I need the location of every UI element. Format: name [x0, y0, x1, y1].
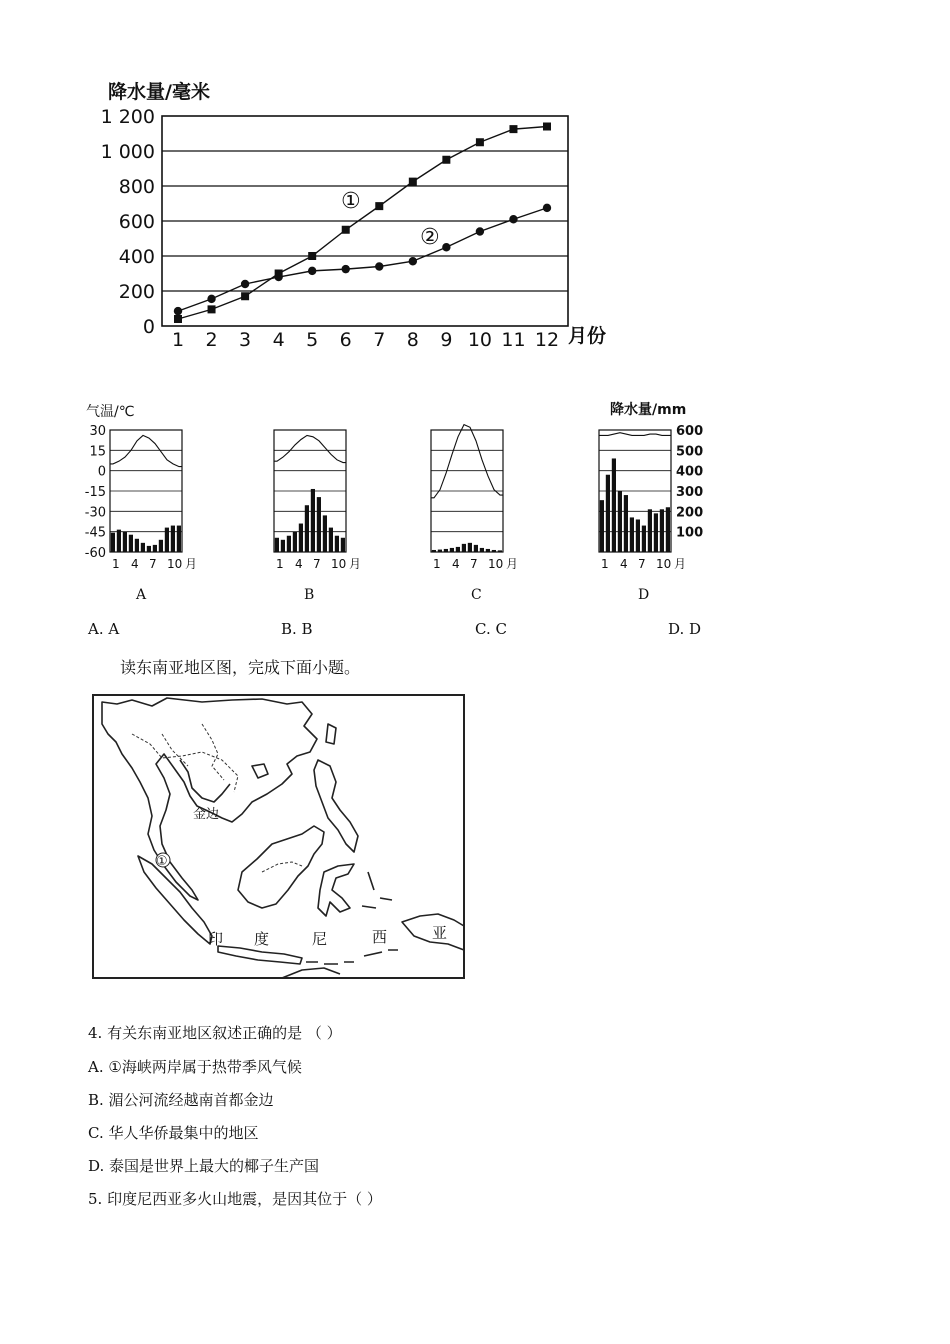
precip-tick: 600 [676, 424, 704, 439]
precip-bar [486, 549, 490, 552]
chart1-ytick: 800 [118, 176, 155, 198]
month-tick: 4 [452, 557, 460, 571]
month-tick: 1 [276, 557, 284, 571]
precip-bar [492, 550, 496, 552]
series-2-point [509, 215, 517, 223]
precip-bar [281, 540, 285, 552]
series-2-point [174, 307, 182, 315]
precip-bar [666, 507, 670, 552]
precip-bar [498, 550, 502, 552]
precip-bar [317, 497, 321, 552]
series-2-line [178, 208, 547, 311]
precip-bar [624, 495, 628, 552]
precip-bar [456, 547, 460, 552]
label-jinbian: 金边 [193, 807, 220, 822]
precip-bar [648, 509, 652, 552]
precip-bar [438, 550, 442, 552]
option-d[interactable]: D. D [668, 620, 702, 638]
temp-curve [110, 435, 182, 466]
series-1-line [178, 127, 547, 320]
caption-d: D [638, 587, 650, 603]
precip-bar [117, 530, 121, 552]
climate-panel-a [110, 430, 197, 571]
temp-tick: -30 [84, 505, 106, 521]
climate-panel-c [431, 425, 518, 571]
month-tick: 月 [185, 557, 198, 571]
series-1-point [208, 305, 216, 313]
precip-bar [600, 500, 604, 552]
label-ya: 亚 [432, 924, 448, 942]
question-4-option-a[interactable]: A. ①海峡两岸属于热带季风气候 [88, 1058, 302, 1076]
month-tick: 7 [149, 557, 157, 571]
precip-bar [311, 489, 315, 552]
chart1-xtick: 8 [406, 329, 419, 351]
question-4-option-c[interactable]: C. 华人华侨最集中的地区 [88, 1124, 259, 1142]
temp-curve [599, 433, 671, 436]
chart1-ytick: 0 [142, 316, 155, 338]
series1-label: ① [341, 189, 361, 214]
series-1-point [174, 315, 182, 323]
precip-bar [636, 519, 640, 552]
precip-bar [147, 546, 151, 552]
precip-bar [287, 536, 291, 552]
caption-b: B [304, 587, 315, 603]
temp-curve [431, 425, 503, 498]
precip-bar [141, 543, 145, 552]
precip-bar [660, 509, 664, 552]
precip-bar [612, 458, 616, 552]
label-xi: 西 [372, 928, 388, 946]
series-2-point [375, 262, 383, 270]
chart1-xtick: 9 [440, 329, 453, 351]
chart1-xtick: 12 [534, 329, 560, 351]
caption-a: A [136, 587, 147, 603]
climate-charts [0, 390, 950, 580]
series-2-point [543, 204, 551, 212]
temp-tick: 0 [97, 464, 106, 480]
precip-bar [111, 533, 115, 552]
month-tick: 10 [167, 557, 183, 571]
chart1-xtick: 4 [272, 329, 285, 351]
temp-tick: -60 [84, 546, 106, 561]
chart1-ytick: 200 [118, 281, 155, 303]
series-2-point [207, 295, 215, 303]
series2-label: ② [420, 225, 440, 250]
month-tick: 月 [349, 557, 362, 571]
month-tick: 10 [488, 557, 504, 571]
chart1-xtick: 1 [171, 329, 185, 351]
precip-bar [606, 475, 610, 552]
option-a[interactable]: A. A [88, 620, 120, 638]
month-tick: 月 [674, 557, 687, 571]
option-b[interactable]: B. B [281, 620, 313, 638]
month-tick: 4 [295, 557, 303, 571]
series-2-point [442, 243, 450, 251]
chart1-ytick: 1 200 [100, 106, 155, 128]
series-1-point [375, 202, 383, 210]
precip-bar [159, 540, 163, 552]
precip-bar [618, 491, 622, 552]
month-tick: 1 [112, 557, 120, 571]
precip-bar [654, 513, 658, 552]
precip-bar [642, 526, 646, 552]
precip-bar [153, 545, 157, 552]
temp-tick: 15 [89, 444, 106, 460]
series-2-point [274, 273, 282, 281]
chart1-xtick: 2 [205, 329, 218, 351]
precip-bar [462, 544, 466, 552]
month-tick: 10 [656, 557, 672, 571]
precip-bar [329, 528, 333, 552]
map-intro: 读东南亚地区图，完成下面小题。 [120, 658, 361, 677]
chart1-xlabel: 月份 [568, 325, 607, 347]
month-tick: 7 [638, 557, 646, 571]
series-2-point [308, 267, 316, 275]
precip-tick: 100 [676, 525, 704, 541]
precip-bar [474, 545, 478, 552]
chart1-ytick: 1 000 [100, 141, 155, 163]
month-tick: 1 [433, 557, 441, 571]
question-4: 4. 有关东南亚地区叙述正确的是 （ ） [88, 1024, 342, 1042]
series-1-point [442, 156, 450, 164]
precip-bar [468, 543, 472, 552]
series-1-point [509, 125, 517, 133]
climate-panel-b [274, 430, 361, 571]
series-2-point [342, 265, 350, 273]
series-1-point [543, 123, 551, 131]
temp-tick: -15 [84, 485, 106, 500]
chart1-ylabel: 降水量/毫米 [108, 81, 210, 103]
precip-bar [444, 549, 448, 552]
series-2-point [241, 280, 249, 288]
chart1-xtick: 11 [501, 329, 526, 351]
precip-bar [123, 532, 127, 552]
temp-curve [274, 435, 346, 462]
climate-panel-d [599, 430, 686, 571]
question-4-option-b[interactable]: B. 湄公河流经越南首都金边 [88, 1091, 274, 1109]
temp-axis-label: 气温/℃ [86, 404, 135, 420]
precip-axis-label: 降水量/mm [610, 402, 687, 418]
month-tick: 1 [601, 557, 609, 571]
question-5: 5. 印度尼西亚多火山地震，是因其位于（ ） [88, 1190, 382, 1208]
precip-bar [630, 517, 634, 552]
month-tick: 4 [620, 557, 628, 571]
month-tick: 7 [313, 557, 321, 571]
precip-tick: 200 [676, 505, 704, 521]
precip-bar [480, 548, 484, 552]
precip-bar [165, 528, 169, 552]
series-2-point [476, 227, 484, 235]
month-tick: 10 [331, 557, 347, 571]
precip-tick: 400 [676, 464, 704, 480]
label-ni: 尼 [312, 930, 328, 948]
chart1-xtick: 5 [306, 329, 319, 351]
month-tick: 月 [506, 557, 519, 571]
precip-bar [275, 538, 279, 552]
option-c[interactable]: C. C [475, 620, 507, 638]
chart1-xtick: 10 [467, 329, 493, 351]
series-1-point [476, 138, 484, 146]
month-tick: 4 [131, 557, 139, 571]
label-yin: 印 [208, 930, 224, 948]
temp-tick: -45 [84, 525, 106, 541]
series-1-point [241, 292, 249, 300]
chart1-xtick: 3 [239, 329, 252, 351]
chart1-ytick: 600 [118, 211, 155, 233]
precip-bar [293, 532, 297, 552]
chart1-xtick: 6 [339, 329, 352, 351]
precip-bar [305, 505, 309, 552]
strait-marker-label: ① [156, 854, 168, 869]
chart1-xtick: 7 [373, 329, 386, 351]
label-du: 度 [254, 930, 270, 948]
month-tick: 7 [470, 557, 478, 571]
precip-bar [323, 515, 327, 552]
series-2-point [409, 257, 417, 265]
precip-tick: 500 [676, 444, 704, 460]
series-1-point [342, 226, 350, 234]
southeast-asia-map [92, 694, 466, 982]
precip-tick: 300 [676, 485, 704, 500]
precip-bar [171, 526, 175, 552]
series-1-point [409, 178, 417, 186]
precip-line-chart [0, 0, 950, 380]
precip-bar [177, 526, 181, 552]
precip-bar [129, 535, 133, 552]
precip-bar [135, 539, 139, 552]
chart1-ytick: 400 [118, 246, 155, 268]
series-1-point [308, 252, 316, 260]
caption-c: C [471, 587, 482, 603]
precip-bar [341, 538, 345, 552]
question-4-option-d[interactable]: D. 泰国是世界上最大的椰子生产国 [88, 1157, 320, 1175]
temp-tick: 30 [89, 424, 106, 439]
precip-bar [299, 524, 303, 552]
precip-bar [450, 548, 454, 552]
precip-bar [432, 550, 436, 552]
precip-bar [335, 536, 339, 552]
